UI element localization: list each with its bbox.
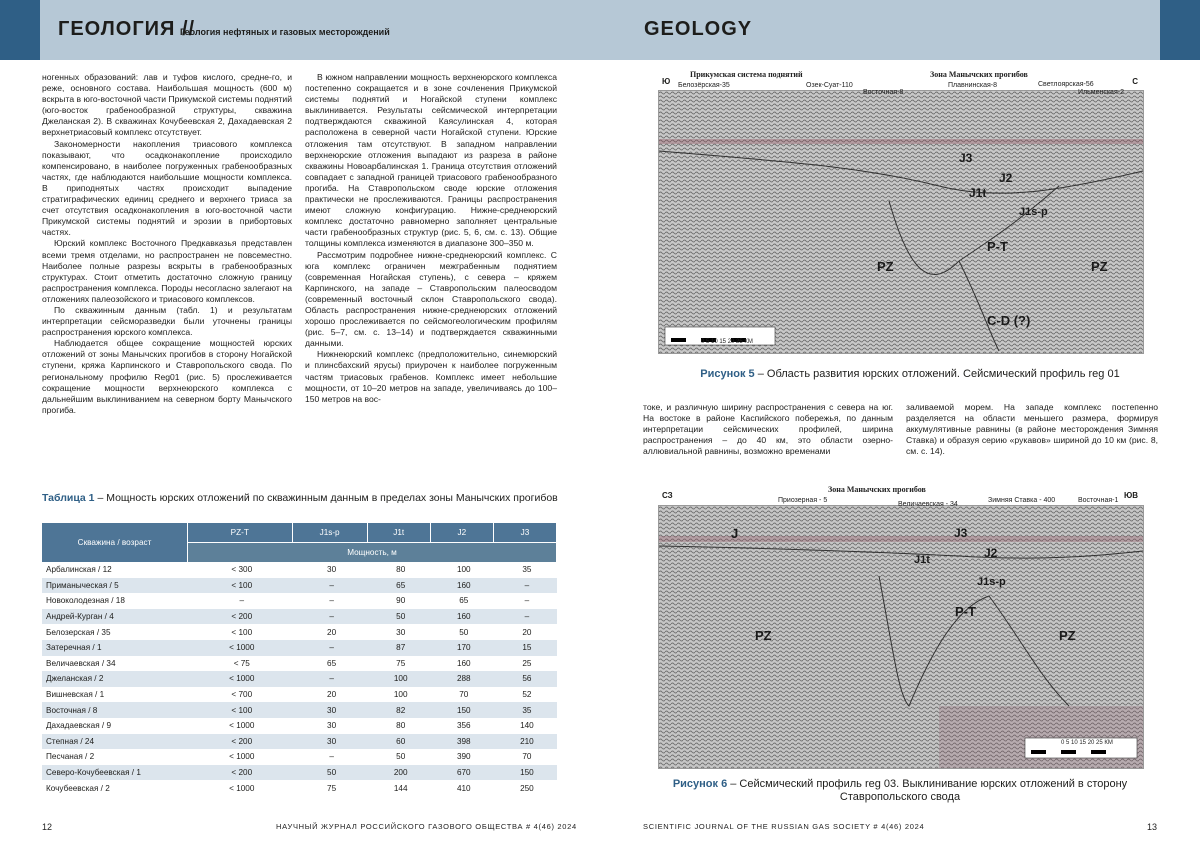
horizon-label: J2 bbox=[984, 546, 998, 560]
left-header-accent bbox=[0, 0, 40, 60]
thickness-cell: 30 bbox=[327, 721, 337, 731]
well-name-cell: Новоколодезная / 18 bbox=[46, 596, 125, 606]
thickness-cell: 15 bbox=[493, 640, 556, 656]
well-name-cell: Песчаная / 2 bbox=[46, 752, 95, 762]
thickness-cell: – bbox=[493, 609, 556, 625]
thickness-cell: 30 bbox=[292, 702, 367, 718]
horizon-label: J3 bbox=[954, 526, 968, 540]
table-row bbox=[42, 640, 557, 656]
table-row bbox=[42, 578, 557, 594]
table-caption-text: – Мощность юрских отложений по скважинным данным в пределах зоны Манычских прогибов bbox=[94, 492, 558, 504]
table-header-well: Скважина / возраст bbox=[42, 523, 188, 562]
thickness-cell: 390 bbox=[456, 752, 471, 762]
fig5-dir-right: С bbox=[1132, 77, 1138, 86]
thickness-cell: 80 bbox=[396, 721, 406, 731]
thickness-cell: – bbox=[292, 640, 367, 656]
thickness-cell: 50 bbox=[459, 627, 469, 637]
thickness-cell: 25 bbox=[522, 658, 532, 668]
thickness-cell: 150 bbox=[430, 702, 493, 718]
thickness-cell: – bbox=[524, 596, 530, 606]
well-name-cell: Северо-Кочубеевская / 1 bbox=[42, 765, 188, 781]
thickness-cell: 288 bbox=[430, 671, 493, 687]
fig6-dir-left: СЗ bbox=[662, 491, 673, 500]
thickness-cell: < 300 bbox=[231, 565, 253, 575]
thickness-cell: 82 bbox=[367, 702, 430, 718]
right-header-accent bbox=[1160, 0, 1200, 60]
well-label: Величаевская - 34 bbox=[898, 501, 958, 508]
thickness-cell: 52 bbox=[522, 690, 532, 700]
thickness-cell: 100 bbox=[456, 565, 471, 575]
thickness-cell: 160 bbox=[430, 578, 493, 594]
thickness-cell: 65 bbox=[459, 596, 469, 606]
journal-name-right: SCIENTIFIC JOURNAL OF THE RUSSIAN GAS SOCIETY # 4(46) 2024 bbox=[643, 822, 925, 831]
well-name-cell: Восточная / 8 bbox=[42, 702, 188, 718]
left-header bbox=[0, 0, 600, 60]
scale-bar-label: 0 5 10 15 20 25 КМ bbox=[701, 339, 753, 345]
well-label: Озек-Суат-110 bbox=[806, 82, 853, 89]
thickness-cell: < 1000 bbox=[188, 671, 293, 687]
horizon-label: J1s-p bbox=[1019, 206, 1048, 218]
thickness-cell: 200 bbox=[367, 765, 430, 781]
thickness-cell: < 1000 bbox=[229, 752, 255, 762]
thickness-cell: – bbox=[292, 609, 367, 625]
table-row bbox=[42, 734, 557, 750]
right-header bbox=[600, 0, 1200, 60]
well-label: Ильменская-2 bbox=[1078, 89, 1124, 96]
thickness-cell: < 200 bbox=[188, 765, 293, 781]
fig6-dir-right: ЮВ bbox=[1123, 491, 1138, 500]
text-column-1 bbox=[42, 72, 292, 416]
well-name-cell: Белозерская / 35 bbox=[46, 627, 111, 637]
well-name-cell: Кочубеевская / 2 bbox=[46, 783, 110, 793]
fig5-caption bbox=[700, 368, 1120, 381]
table-header-col: J3 bbox=[493, 523, 556, 543]
table-header-col: PZ-T bbox=[188, 523, 293, 543]
table-header-col: J1t bbox=[367, 523, 430, 543]
table-header-unit: Мощность, м bbox=[188, 543, 557, 563]
table-header-col: J1s-p bbox=[292, 523, 367, 543]
thickness-cell: < 1000 bbox=[229, 721, 255, 731]
well-label: Зимняя Ставка - 400 bbox=[988, 497, 1056, 504]
thickness-cell: 65 bbox=[327, 658, 337, 668]
thickness-cell: < 200 bbox=[188, 734, 293, 750]
thickness-cell: < 200 bbox=[188, 609, 293, 625]
thickness-cell: 56 bbox=[493, 671, 556, 687]
horizon-label: J1t bbox=[969, 186, 987, 200]
thickness-cell: 100 bbox=[367, 671, 430, 687]
table-row bbox=[42, 687, 557, 703]
horizon-label: J2 bbox=[999, 171, 1013, 185]
horizon-label: C-D (?) bbox=[987, 313, 1031, 328]
thickness-cell: 75 bbox=[396, 658, 406, 668]
table-caption-label: Таблица 1 bbox=[42, 492, 95, 504]
well-label: Светлоярская-56 bbox=[1038, 81, 1094, 88]
thickness-cell: 410 bbox=[456, 783, 471, 793]
thickness-cell: – bbox=[239, 596, 245, 606]
table-row bbox=[42, 718, 557, 734]
fig6-header bbox=[658, 485, 1142, 507]
thickness-cell: 90 bbox=[396, 596, 406, 606]
table-row bbox=[42, 593, 557, 609]
thickness-cell: 30 bbox=[396, 627, 406, 637]
fig6-caption-text: – Сейсмический профиль reg 03. Выклинивание юрских отложений в сторону Ставропольского свода bbox=[727, 778, 1128, 803]
table-header-col: J2 bbox=[430, 523, 493, 543]
text-column-2 bbox=[305, 72, 557, 405]
paragraph: Юрский комплекс Восточного Предкавказья представлен всеми тремя отделами, но распространен не повсеместно. Наиболее полные разрезы вскрыты в грабенообразных структурах. Стоит отметить достаточно сложную границу распространения комплекса. Породы несогласно залегают на отложениях палеозойского и триасового комплексов. bbox=[42, 238, 292, 304]
horizon-label: PZ bbox=[755, 628, 772, 643]
seismic-profile-reg01 bbox=[658, 90, 1144, 354]
table-row bbox=[42, 780, 557, 796]
well-label: Белозёрская-35 bbox=[678, 82, 730, 89]
thickness-cell: < 75 bbox=[233, 658, 250, 668]
horizon-label: PZ bbox=[1091, 259, 1108, 274]
left-header-title: ГЕОЛОГИЯ // bbox=[58, 18, 196, 40]
thickness-cell: 670 bbox=[430, 765, 493, 781]
thickness-cell: 20 bbox=[327, 627, 337, 637]
thickness-cell: 210 bbox=[493, 734, 556, 750]
thickness-cell: 87 bbox=[367, 640, 430, 656]
zone-label: Зона Манычских прогибов bbox=[930, 70, 1028, 79]
thickness-cell: 30 bbox=[327, 565, 337, 575]
well-name-cell: Степная / 24 bbox=[42, 734, 188, 750]
thickness-cell: < 1000 bbox=[229, 783, 255, 793]
horizon-label: P-T bbox=[955, 604, 976, 619]
thickness-cell: 20 bbox=[327, 690, 337, 700]
paragraph: По скважинным данным (табл. 1) и результатам интерпретации сейсморазведки были уточнены границы распространения юрского комплекса. bbox=[42, 304, 292, 338]
paragraph: токе, и различную ширину распространения с севера на юг. На востоке в районе Каспийского побережья, по данным интерпретации сейсмических профилей, ширина распространения – до 40 км, это области озерно-аллювиальной равнины, возможно временами bbox=[643, 402, 893, 457]
zone-label: Зона Манычских прогибов bbox=[828, 485, 926, 494]
thickness-cell: 150 bbox=[493, 765, 556, 781]
thickness-cell: < 100 bbox=[231, 627, 253, 637]
right-header-title: GEOLOGY bbox=[644, 18, 753, 40]
horizon-label: J bbox=[731, 526, 739, 541]
thickness-cell: 70 bbox=[459, 690, 469, 700]
thickness-cell: < 1000 bbox=[188, 640, 293, 656]
paragraph: Нижнеюрский комплекс (предположительно, синемюрский и плинсбахский ярусы) приурочен к наиболее погруженным частям триасовых грабенов. Комплекс имеет небольшие мощности, от 10–20 метров на западе, увеличиваясь до 100–150 метров на вос- bbox=[305, 349, 557, 404]
well-name-cell: Андрей-Курган / 4 bbox=[42, 609, 188, 625]
paragraph: ногенных образований: лав и туфов кислого, средне-го, и реже, основного состава. Наибольшая мощность (600 м) вскрыта в юго-восточной части Прикумской системы поднятий (юго-восток грабенообразной структуры, скважина Джеланская 2). В скважинах Кочубеевская 2, Дахадаевская 2 верхнетриасовый комплекс отсутствует. bbox=[42, 72, 292, 138]
fig5-caption-label: Рисунок 5 bbox=[700, 368, 755, 380]
thickness-cell: 20 bbox=[522, 627, 532, 637]
table-row bbox=[42, 656, 557, 672]
thickness-cell: – bbox=[329, 752, 334, 762]
table-caption bbox=[42, 492, 562, 505]
table-body bbox=[42, 562, 557, 796]
paragraph: Наблюдается общее сокращение мощностей юрских отложений от зоны Манычских прогибов в сторону Ногайской ступени, кряжа Карпинского и Ставропольского свода. По региональному профилю Reg01 (рис. 5) прослеживается сокращение мощности верхнеюрского комплекса с дальнейшим выклиниванием на северном борту Манычского прогиба. bbox=[42, 338, 292, 415]
fig5-dir-left: Ю bbox=[662, 77, 671, 86]
well-label: Приозерная - 5 bbox=[778, 497, 828, 504]
well-label: Плавнинская-8 bbox=[948, 82, 997, 89]
thickness-cell: 160 bbox=[430, 609, 493, 625]
table-row bbox=[42, 702, 557, 718]
well-name-cell: Вишневская / 1 bbox=[46, 690, 105, 700]
scale-bar-label: 0 5 10 15 20 25 КМ bbox=[1061, 740, 1113, 746]
well-name-cell: Приманыческая / 5 bbox=[42, 578, 188, 594]
horizon-label: PZ bbox=[1059, 628, 1076, 643]
thickness-table bbox=[42, 523, 557, 796]
thickness-cell: – bbox=[292, 578, 367, 594]
thickness-cell: 50 bbox=[292, 765, 367, 781]
seismic-texture bbox=[659, 91, 1143, 353]
thickness-cell: 356 bbox=[456, 721, 471, 731]
left-header-subtitle: Геология нефтяных и газовых месторождений bbox=[180, 27, 390, 37]
table-row bbox=[42, 671, 557, 687]
thickness-cell: < 700 bbox=[231, 690, 253, 700]
well-label: Восточная-8 bbox=[863, 89, 904, 96]
fig5-header bbox=[658, 65, 1142, 96]
thickness-cell: 250 bbox=[520, 783, 534, 793]
well-name-cell: Джеланская / 2 bbox=[42, 671, 188, 687]
thickness-cell: 70 bbox=[522, 752, 532, 762]
horizon-label: J1t bbox=[914, 554, 930, 566]
table-row bbox=[42, 562, 557, 578]
thickness-cell: 35 bbox=[522, 565, 532, 575]
thickness-cell: – bbox=[292, 671, 367, 687]
page-number-left: 12 bbox=[42, 822, 53, 832]
thickness-cell: 65 bbox=[367, 578, 430, 594]
text-column-4 bbox=[906, 402, 1158, 457]
thickness-cell: < 100 bbox=[188, 578, 293, 594]
paragraph: заливаемой морем. На западе комплекс постепенно разделяется на области меньшего размера, формируя аккумулятивные равнины (в районе месторождения Зимняя Ставка) и образуя серию «рукавов» шириной до 10 км (рис. 8, см. с. 14). bbox=[906, 402, 1158, 457]
table-row bbox=[42, 624, 557, 640]
thickness-cell: 140 bbox=[520, 721, 534, 731]
paragraph: Рассмотрим подробнее нижне-среднеюрский комплекс. С юга комплекс ограничен межграбенным поднятием (современная Ногайская ступень), с севера – кряжем Карпинского, на западе – Ставропольским палеосводом (современный восточный склон Ставропольского свода). Область распространения нижне-среднеюрских отложений хорошо прослеживается по сейсмогеологическим профилям (рис. 5–7, см. с. 13–14) и подтверждается скважинными данными. bbox=[305, 249, 557, 349]
horizon-label: P-T bbox=[987, 239, 1008, 254]
well-name-cell: Затеречная / 1 bbox=[42, 640, 188, 656]
paragraph: В южном направлении мощность верхнеюрского комплекса постепенно сокращается и в зоне сочленения Прикумской системы поднятий и Ногайской ступени комплекс выклинивается. Результаты сейсмической интерпретации подтверждаются скважиной Каясулинская 4, которая расположена в северной части Ногайской ступени. Юрские отложения там отсутствуют. В западном направлении верхнеюрские отложения выпадают из разреза в районе скважины Новоарбалинская 1. Граница отсутствия отложений совпадает с западной границей триасового грабенообразного прогиба. На Ставропольском своде юрские отложения практически не прослеживаются. Границы распространения имеют сложную конфигурацию. Нижне-среднеюрский комплекс достаточно равномерно заполняет центральные части грабенообразных структур (рис. 5, 6, см. с. 13). Общие толщины комплекса изменяются в диапазоне 300–350 м. bbox=[305, 72, 557, 249]
table-row bbox=[42, 749, 557, 765]
fig6-caption bbox=[670, 778, 1130, 804]
seismic-profile-reg03 bbox=[658, 505, 1144, 769]
thickness-cell: 170 bbox=[430, 640, 493, 656]
paragraph: Закономерности накопления триасового комплекса показывают, что осадконакопление происходило компенсировано, в наиболее погруженных грабенообразных частях, где наблюдаются наибольшие мощности комплекса. В приподнятых частях происходит выпадение стратиграфических единиц среднего и верхнего триаса за счет отсутствия осадконакопления в юго-восточной части Прикумской системы поднятий и эрозии в прибортовых частях. bbox=[42, 138, 292, 238]
thickness-cell: 80 bbox=[396, 565, 406, 575]
thickness-cell: 30 bbox=[292, 734, 367, 750]
thickness-cell: 100 bbox=[393, 690, 408, 700]
text-column-3 bbox=[643, 402, 893, 457]
horizon-label: J1s-p bbox=[977, 576, 1006, 588]
horizon-label: J3 bbox=[959, 151, 973, 165]
thickness-cell: – bbox=[329, 596, 334, 606]
well-name-cell: Величаевская / 34 bbox=[46, 658, 116, 668]
thickness-cell: – bbox=[493, 578, 556, 594]
fig6-caption-label: Рисунок 6 bbox=[672, 778, 728, 790]
thickness-cell: 60 bbox=[367, 734, 430, 750]
fig5-caption-text: – Область развития юрских отложений. Сейсмический профиль reg 01 bbox=[754, 368, 1120, 380]
thickness-cell: 398 bbox=[430, 734, 493, 750]
zone-label: Прикумская система поднятий bbox=[690, 70, 803, 79]
horizon-label: PZ bbox=[877, 259, 894, 274]
thickness-cell: 50 bbox=[367, 609, 430, 625]
journal-name-left: НАУЧНЫЙ ЖУРНАЛ РОССИЙСКОГО ГАЗОВОГО ОБЩЕСТВА # 4(46) 2024 bbox=[276, 822, 577, 831]
well-label: Восточная-1 bbox=[1078, 497, 1119, 504]
table-row bbox=[42, 609, 557, 625]
well-name-cell: Арбалинская / 12 bbox=[46, 565, 112, 575]
thickness-cell: 75 bbox=[327, 783, 337, 793]
thickness-cell: < 100 bbox=[188, 702, 293, 718]
page-number-right: 13 bbox=[1147, 822, 1158, 832]
table-row bbox=[42, 765, 557, 781]
thickness-cell: 35 bbox=[493, 702, 556, 718]
thickness-cell: 144 bbox=[393, 783, 408, 793]
thickness-cell: 50 bbox=[396, 752, 406, 762]
thickness-cell: 160 bbox=[456, 658, 471, 668]
well-name-cell: Дахадаевская / 9 bbox=[46, 721, 112, 731]
